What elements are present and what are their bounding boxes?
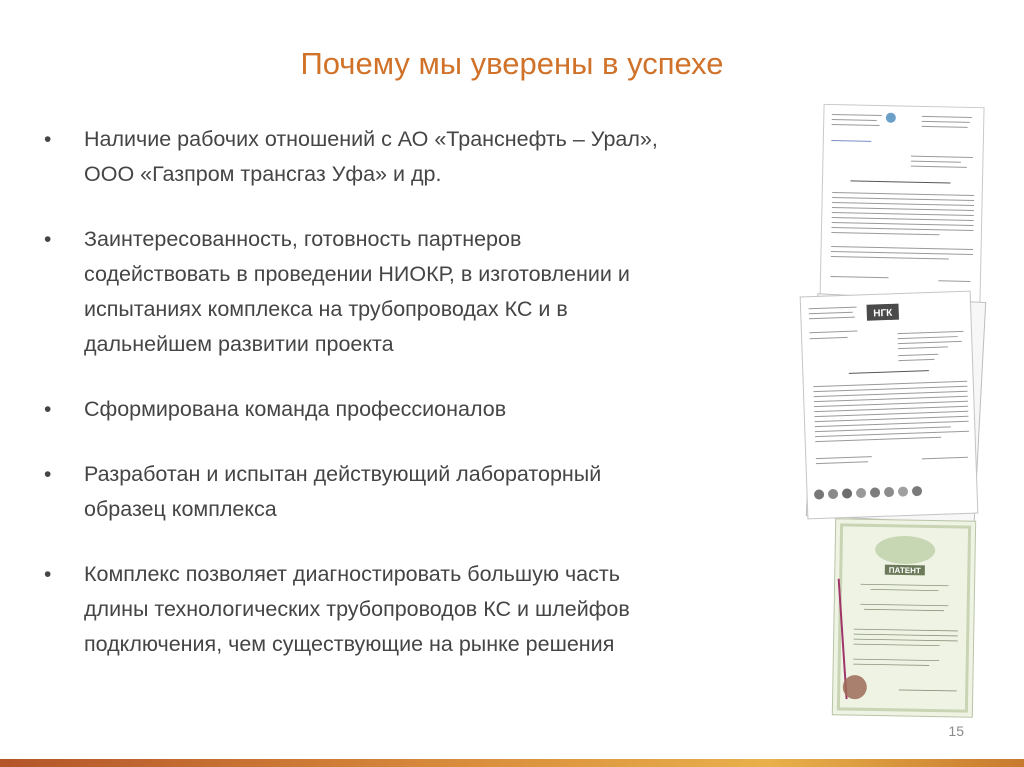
bullet-item	[44, 122, 764, 192]
bullet-dot: •	[44, 228, 52, 251]
bullet-item	[44, 557, 764, 662]
bullet-line: Разработан и испытан действующий лабораторный	[84, 462, 602, 486]
bullet-dot: •	[44, 563, 52, 586]
letter-document-1	[820, 104, 984, 305]
footer-bar	[0, 759, 1024, 767]
bullet-item	[44, 392, 764, 427]
bullet-line: ООО «Газпром трансгаз Уфа» и др.	[84, 162, 442, 186]
patent-document	[832, 519, 975, 717]
bullet-line: Заинтересованность, готовность партнеров	[84, 227, 522, 251]
bullet-line: образец комплекса	[84, 497, 277, 521]
letter-document-2	[800, 291, 986, 524]
page-number: 15	[948, 723, 964, 739]
bullet-line: длины технологических трубопроводов КС и шлейфов	[84, 597, 630, 621]
bullet-line: Комплекс позволяет диагностировать большую часть	[84, 562, 620, 586]
bullet-dot: •	[44, 398, 52, 421]
bullet-line: Сформирована команда профессионалов	[84, 397, 507, 421]
bullet-line: Наличие рабочих отношений с АО «Транснефть – Урал»,	[84, 127, 658, 151]
company-logo-text: НГК	[873, 307, 893, 320]
slide-title: Почему мы уверены в успехе	[300, 46, 724, 81]
documents-illustration	[790, 100, 990, 720]
bullet-line: испытаниях комплекса на трубопроводах КС и в	[84, 297, 568, 321]
bullet-item	[44, 222, 764, 362]
bullet-list	[44, 122, 764, 692]
bullet-item	[44, 457, 764, 527]
bullet-dot: •	[44, 128, 52, 151]
patent-heading: ПАТЕНТ	[888, 565, 921, 576]
bullet-line: подключения, чем существующие на рынке решения	[84, 632, 615, 656]
bullet-line: содействовать в проведении НИОКР, в изготовлении и	[84, 262, 630, 286]
bullet-line: дальнейшем развитии проекта	[84, 332, 394, 356]
bullet-dot: •	[44, 463, 52, 486]
